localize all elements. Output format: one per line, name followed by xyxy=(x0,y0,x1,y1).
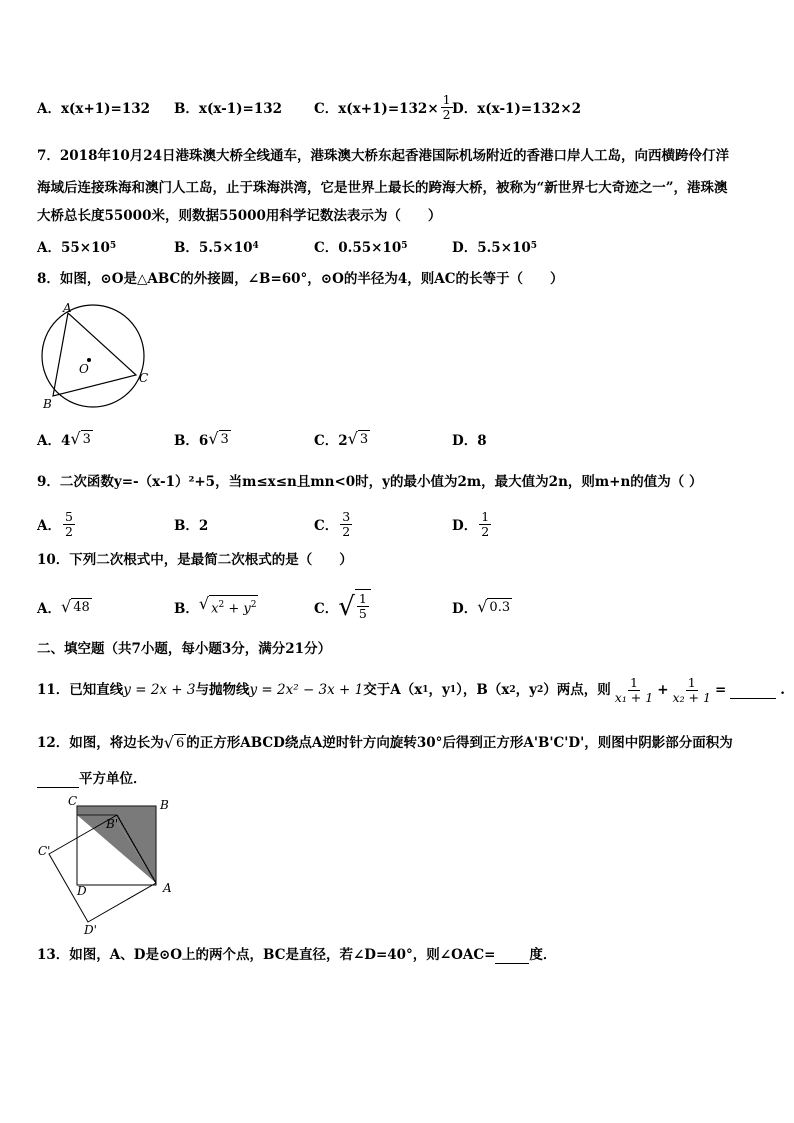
q7-option-d: D．5.5×10 5 xyxy=(452,240,538,256)
q9-option-b: B．2 xyxy=(174,518,209,534)
label-c: C xyxy=(139,371,149,385)
circumcircle xyxy=(42,305,144,407)
q9-options xyxy=(37,504,757,544)
q9-option-a: A． $\frac{5}{2}$ xyxy=(37,508,73,539)
q7-option-c: C．0.55×10 5 xyxy=(314,240,408,256)
q8-option-c: C．2 √ 3 xyxy=(314,428,369,449)
q10-option-b: B． √ $x^2 + y^2$ xyxy=(174,594,257,617)
q8-option-a: A．4 √ 3 xyxy=(37,428,91,449)
label-d-prime: D' xyxy=(84,923,97,937)
q7-options xyxy=(37,228,757,264)
label-o: O xyxy=(79,362,89,376)
q6-option-b: B．x(x-1)=132 xyxy=(174,101,283,117)
label-d: D xyxy=(77,884,87,898)
q9-option-c: C． $\frac{3}{2}$ xyxy=(314,508,351,539)
q8-options xyxy=(37,421,757,457)
label-b-prime: B' xyxy=(106,817,119,831)
label-b: B xyxy=(160,798,169,812)
q6-options xyxy=(37,89,757,125)
q8-option-b: B．6 √ 3 xyxy=(174,428,229,449)
label-a: A xyxy=(163,881,172,895)
q8-circle-figure xyxy=(33,300,151,412)
label-a: A xyxy=(63,301,72,315)
q10-option-d: D． √ 0.3 xyxy=(452,596,511,617)
q7-stem-line2: 海域后连接珠海和澳门人工岛，止于珠海洪湾，它是世界上最长的跨海大桥，被称为“新世界七大奇迹之一”，港珠澳 xyxy=(37,180,728,196)
q9-option-d: D． $\frac{1}{2}$ xyxy=(452,508,490,539)
q11-stem: 11．已知直线 y = 2x + 3 与抛物线 y = 2x² − 3x + 1 交于A（x 1 ，y 1 ），B（x 2 ，y 2 ）两点，则 $\frac{1}{\text{x₁ + 1}}$ + $\frac{1}{\text{x₂ + 1}}$ = . xyxy=(37,674,785,705)
q10-option-a: A． √ 48 xyxy=(37,596,90,617)
q12-stem: 12．如图，将边长为 √ 6 的正方形ABCD绕点A逆时针方向旋转30°后得到正方形A'B'C'D'，则图中阴影部分面积为 xyxy=(37,732,733,752)
q6-option-a: A．x(x+1)=132 xyxy=(37,101,151,117)
q7-option-a: A．55×10 5 xyxy=(37,240,117,256)
q6-option-d: D．x(x-1)=132×2 xyxy=(452,101,582,117)
q8-option-d: D．8 xyxy=(452,433,487,449)
q13-stem: 13．如图，A、D是⊙O上的两个点，BC是直径，若∠D=40°，则∠OAC= 度． xyxy=(37,947,557,963)
q12-stem-line2: 平方单位． xyxy=(37,770,147,788)
q9-stem: 9．二次函数y=-（x-1）²+5，当m≤x≤n且mn<0时，y的最小值为2m，最大值为2n，则m+n的值为（ ） xyxy=(37,474,703,490)
label-c: C xyxy=(68,795,78,808)
q12-square-figure xyxy=(34,795,184,937)
q7-stem-line3: 大桥总长度55000米，则数据55000用科学记数法表示为（ ） xyxy=(37,208,442,224)
section-2-heading: 二、填空题（共7小题，每小题3分，满分21分） xyxy=(37,641,332,657)
answer-blank[interactable] xyxy=(495,949,529,964)
q10-option-c: C． √ $\frac{1}{5}$ xyxy=(314,587,371,627)
triangle-abc xyxy=(53,313,136,396)
q10-options xyxy=(37,587,757,627)
label-c-prime: C' xyxy=(38,844,51,858)
answer-blank[interactable] xyxy=(730,682,776,699)
q8-stem: 8．如图，⊙O是△ABC的外接圆，∠B=60°，⊙O的半径为4，则AC的长等于（ ） xyxy=(37,271,564,287)
q10-stem: 10．下列二次根式中，是最简二次根式的是（ ） xyxy=(37,552,353,568)
q7-option-b: B．5.5×10 4 xyxy=(174,240,259,256)
answer-blank[interactable] xyxy=(37,773,79,788)
q7-stem-line1: 7．2018年10月24日港珠澳大桥全线通车，港珠澳大桥东起香港国际机场附近的香港口岸人工岛，向西横跨伶仃洋 xyxy=(37,148,730,164)
label-b: B xyxy=(43,397,52,411)
q6-option-c: C．x(x+1)=132× $\frac{1}{2}$ xyxy=(314,91,451,122)
fraction: $\frac{1}{2}$ xyxy=(442,91,451,122)
